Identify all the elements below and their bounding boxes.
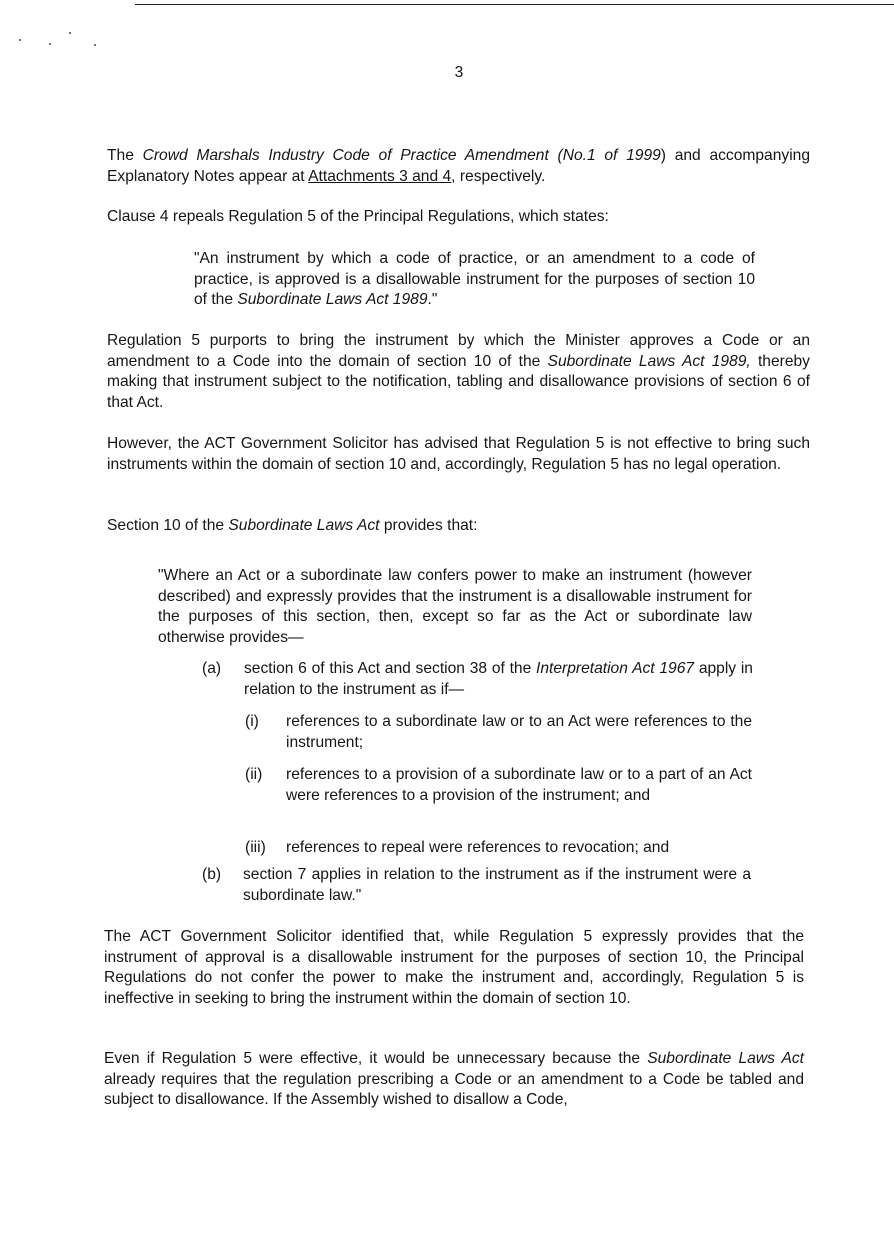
text: Regulation 5 purports to bring the instrument by which the Minister approves a Code or an amendment to a Code into the domain of section 10 of the [107,332,810,370]
list-item-text: references to repeal were references to revocation; and [286,839,670,856]
list-item-text: references to a subordinate law or to an Act were references to the instrument; [286,713,752,751]
act-title: Subordinate Laws Act 1989 [237,291,428,309]
scan-speck [94,44,96,46]
text: already requires that the regulation prescribing a Code or an amendment to a Code be tabled and subject to disallowance. If the Assembly wished to disallow a Code, [104,1070,804,1109]
quote-section-10: "Where an Act or a subordinate law confers power to make an instrument (however described) and expressly provides that the instrument is a disallowable instrument for the purposes of this section, then, except so far as the Act or subordinate law otherwise provides— [158,567,752,646]
top-border-line [135,4,894,5]
quote-regulation-5 [194,249,755,311]
paragraph-section-10 [107,516,810,537]
list-item-text: section 7 applies in relation to the instrument as if the instrument were a subordinate law." [243,866,751,904]
paragraph-solicitor-identified: The ACT Government Solicitor identified that, while Regulation 5 expressly provides that the instrument of approval is a disallowable instrument for the purposes of section 10, the Principal Regulations do not confer the power to make the instrument and, accordingly, Regulation 5 is ineffective in seeking to bring the instrument within the domain of section 10. [104,928,804,1007]
list-item-text [244,659,753,700]
act-title: Subordinate Laws Act [228,517,380,534]
text: ." [427,291,438,309]
list-label: (b) [202,866,222,883]
act-title: Subordinate Laws Act [647,1050,804,1067]
text: "An instrument by which a code of practice, or an amendment to a code of practice, is approved is a disallowable instrument for the purposes of section 10 of the [194,250,755,309]
text: Even if Regulation 5 were effective, it would be unnecessary because the [104,1050,648,1067]
attachments-reference: Attachments 3 and 4 [308,167,452,185]
paragraph-even-if [104,1049,804,1111]
paragraph-attachments [107,146,810,187]
code-title: Crowd Marshals Industry Code of Practice Amendment (No.1 of 1999 [142,147,661,164]
list-label: (ii) [245,766,263,783]
text: section 6 of this Act and section 38 of the [244,660,537,677]
text: apply in relation to the instrument as if— [244,660,753,698]
list-label: (a) [202,660,222,677]
act-title: Interpretation Act 1967 [536,660,695,677]
scan-speck [19,39,21,41]
paragraph-clause-4: Clause 4 repeals Regulation 5 of the Principal Regulations, which states: [107,208,609,225]
text: provides that: [379,517,478,534]
text: Section 10 of the [107,517,229,534]
paragraph-government-solicitor: However, the ACT Government Solicitor has advised that Regulation 5 is not effective to bring such instruments within the domain of section 10 and, accordingly, Regulation 5 has no legal operation. [107,435,810,473]
text: The [107,147,143,164]
text: thereby making that instrument subject to the notification, tabling and disallowance provisions of section 6 of that Act. [107,352,810,411]
act-title: Subordinate Laws Act 1989, [547,352,751,370]
text: ) and accompanying Explanatory Notes appear at [107,147,810,185]
text: , respectively. [451,167,546,185]
list-label: (i) [245,713,259,730]
scan-speck [69,32,71,34]
scan-speck [49,43,51,45]
page-number: 3 [454,64,464,81]
list-label: (iii) [245,839,266,856]
paragraph-regulation-5-purpose [107,331,810,413]
list-item-text: references to a provision of a subordinate law or to a part of an Act were references to a provision of the instrument; and [286,766,752,804]
